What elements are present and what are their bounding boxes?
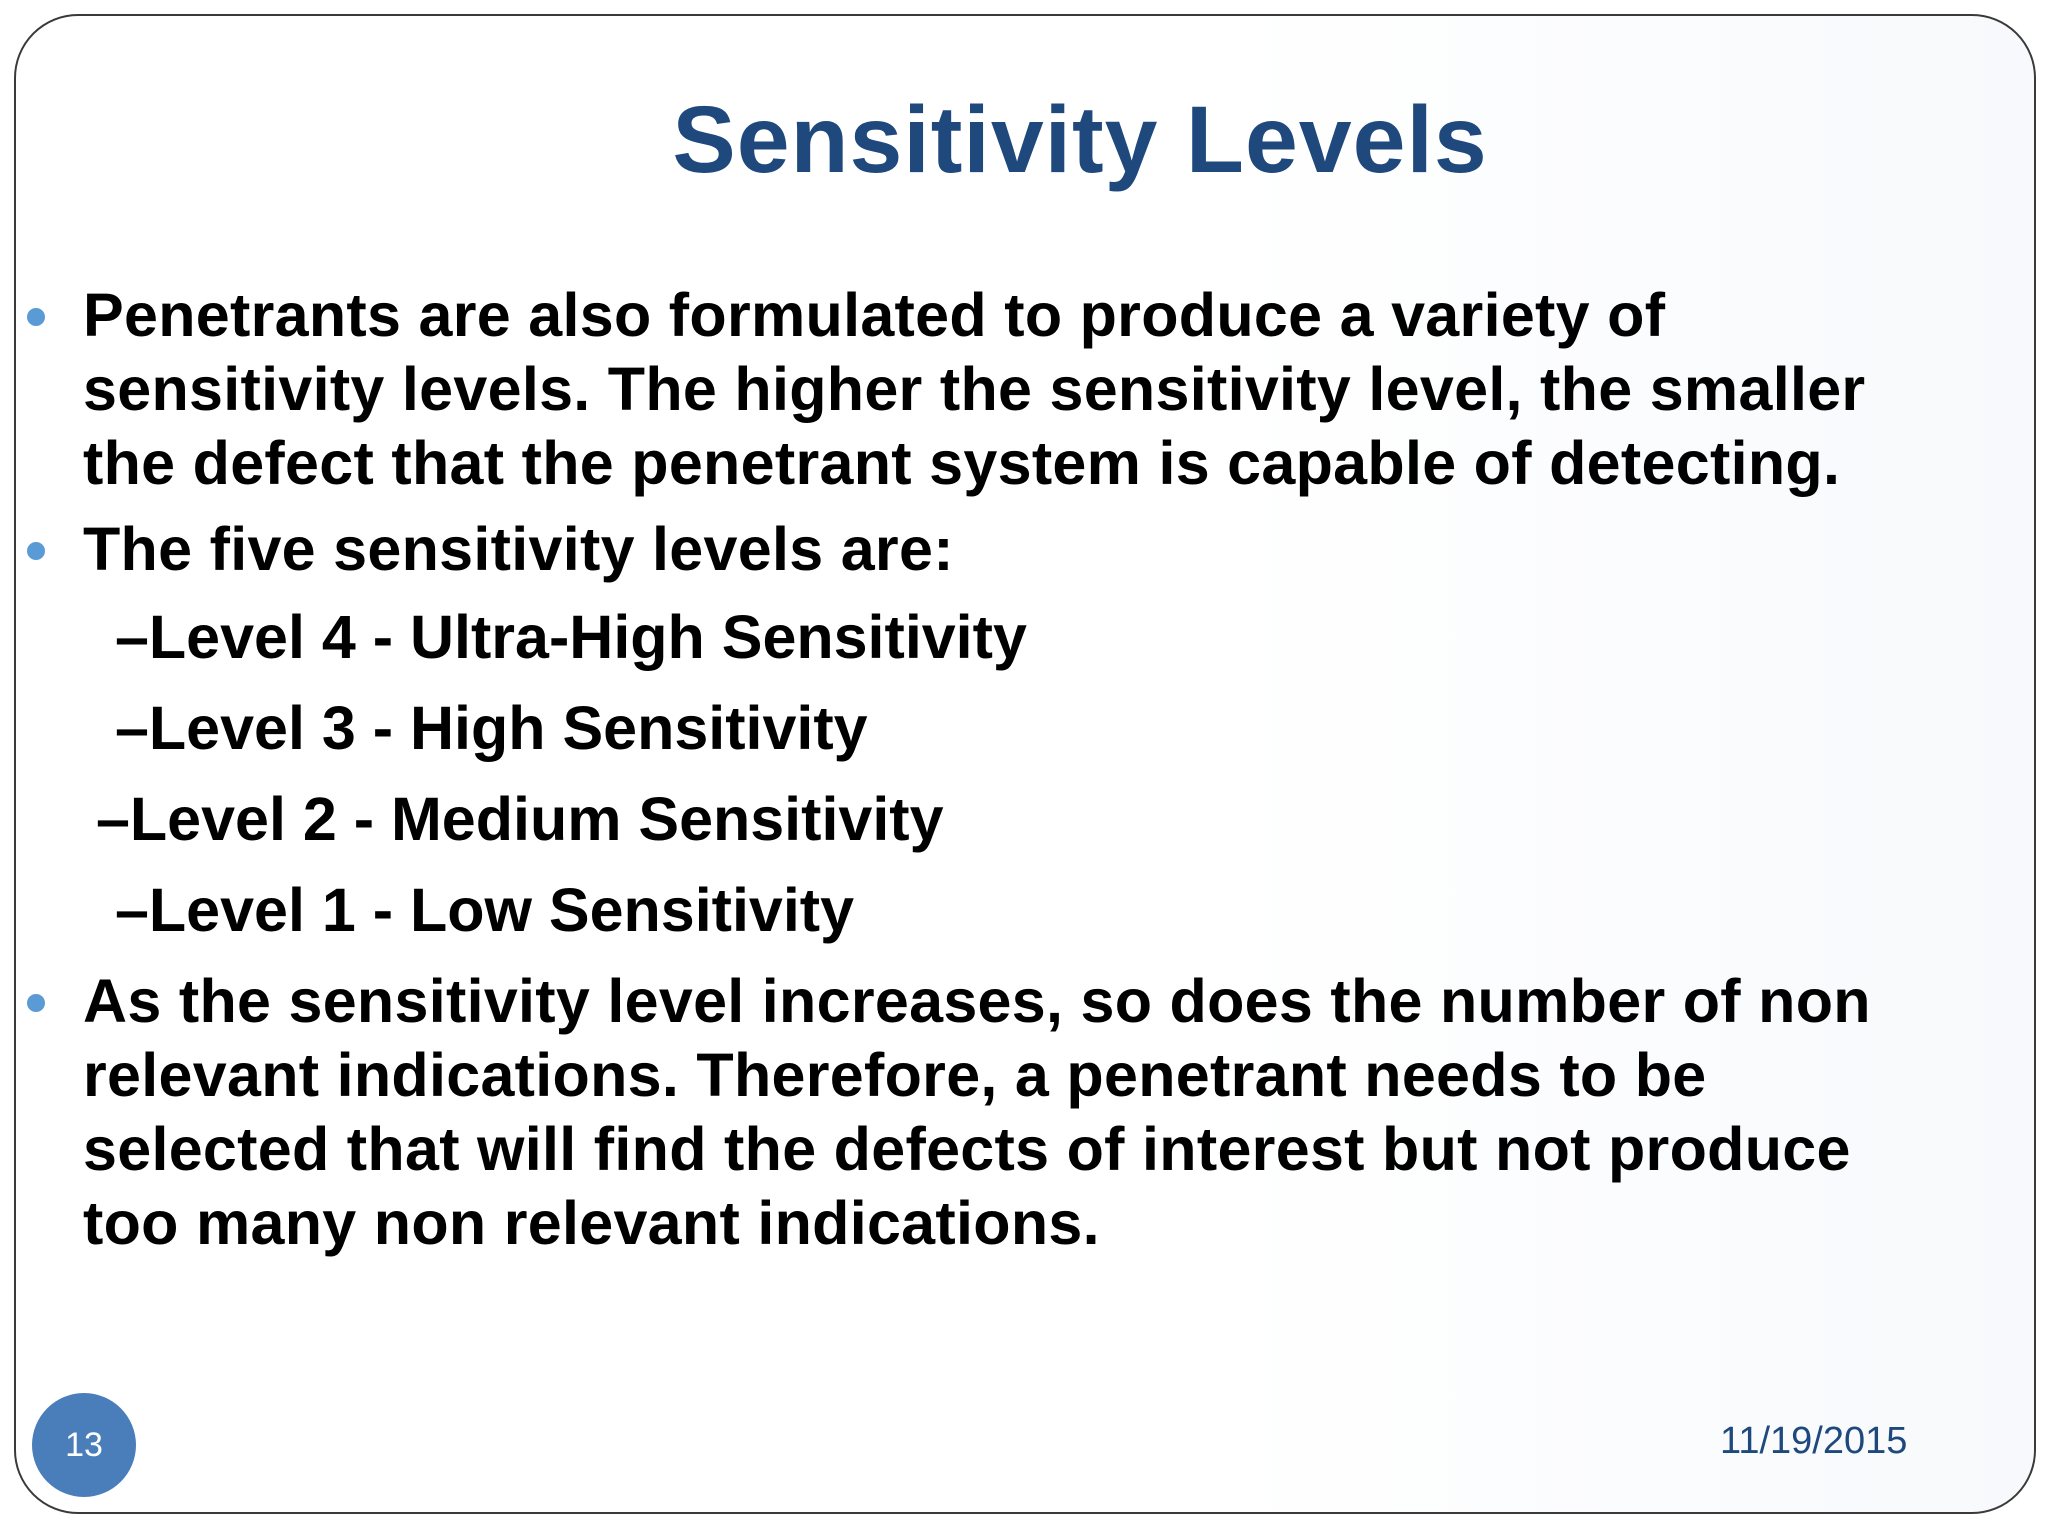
bullet-text: Penetrants are also formulated to produce a variety of sensitivity levels. The higher the sensitivity level, the smaller the defect that the penetrant system is capable of detecting. [83, 281, 1866, 497]
bullet-text: As the sensitivity level increases, so does the number of non relevant indications. Therefore, a penetrant needs to be selected that will find the defects of interest but not produce too many non relevant indications. [83, 967, 1871, 1257]
sensitivity-level-list [0, 600, 2000, 947]
bullet-text: The five sensitivity levels are: [83, 515, 954, 583]
slide-content [0, 278, 2000, 1260]
bullet-item [0, 278, 1943, 500]
bullet-item [0, 512, 2000, 586]
slide-number-badge: 13 [32, 1393, 136, 1497]
sub-list-item: –Level 3 - High Sensitivity [115, 694, 868, 762]
sub-list-item: –Level 2 - Medium Sensitivity [96, 785, 944, 853]
slide-title: Sensitivity Levels [672, 87, 1488, 193]
sub-list-item: –Level 1 - Low Sensitivity [115, 876, 855, 944]
slide-date: 11/19/2015 [1720, 1420, 1908, 1462]
bullet-dot-icon [27, 542, 45, 560]
bullet-dot-icon [27, 308, 45, 326]
bullet-item [0, 964, 1953, 1260]
bullet-dot-icon [27, 994, 45, 1012]
sub-list-item: –Level 4 - Ultra-High Sensitivity [115, 603, 1027, 671]
